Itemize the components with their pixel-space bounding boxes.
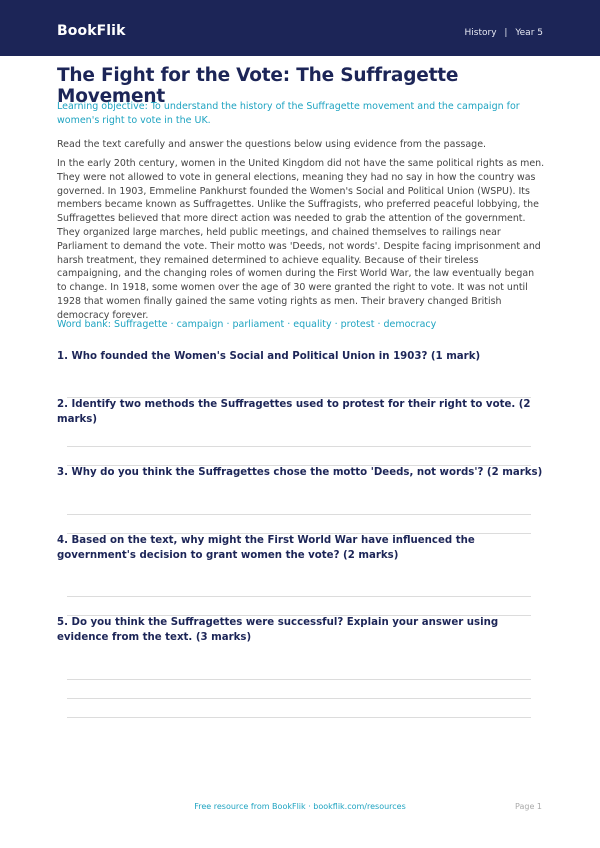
footer-credit: Free resource from BookFlik · bookflik.com/resources <box>194 802 406 811</box>
page-number: Page 1 <box>515 802 542 811</box>
subject-label: History <box>464 28 497 38</box>
meta-separator: | <box>504 28 508 38</box>
answer-line[interactable] <box>67 679 531 680</box>
reading-passage: In the early 20th century, women in the United Kingdom did not have the same political rights as men. They were not allowed to vote in general elections, meaning they had no say in how the country was governed. In 1903, Emmeline Pankhurst founded the Women's Social and Political Union (WSPU). Its members became known as Suffragettes. Unlike the Suffragists, who preferred peaceful lobbying, the Suffragettes believed that more direct action was needed to grab the attention of the government. They organized large marches, held public meetings, and chained themselves to railings near Parliament to demand the vote. Their motto was 'Deeds, not words'. Despite facing imprisonment and harsh treatment, they remained determined to achieve equality. Because of their tireless campaigning, and the changing roles of women during the First World War, the law eventually began to change. In 1918, some women over the age of 30 were granted the right to vote. It was not until 1928 that women finally gained the same voting rights as men. Their bravery changed British democracy forever. <box>57 158 545 321</box>
answer-line[interactable] <box>67 717 531 718</box>
answer-line[interactable] <box>67 514 531 515</box>
question-4: 4. Based on the text, why might the First World War have influenced the government's decision to grant women the vote? (2 marks) <box>57 535 475 561</box>
question-3: 3. Why do you think the Suffragettes chose the motto 'Deeds, not words'? (2 marks) <box>57 467 543 478</box>
year-label: Year 5 <box>515 28 543 38</box>
learning-objective: Learning objective: To understand the history of the Suffragette movement and the campaign for women's right to vote in the UK. <box>57 101 520 126</box>
answer-line[interactable] <box>67 698 531 699</box>
question-1: 1. Who founded the Women's Social and Political Union in 1903? (1 mark) <box>57 351 481 362</box>
page-header <box>0 0 600 56</box>
subject-year-meta <box>465 28 543 38</box>
instruction-text: Read the text carefully and answer the questions below using evidence from the passage. <box>57 139 487 150</box>
page-title: The Fight for the Vote: The Suffragette Movement <box>57 65 459 107</box>
brand-logo: BookFlik <box>57 23 126 39</box>
question-2: 2. Identify two methods the Suffragettes used to protest for their right to vote. (2 marks) <box>57 399 531 425</box>
answer-line[interactable] <box>67 446 531 447</box>
answer-line[interactable] <box>67 596 531 597</box>
word-bank: Word bank: Suffragette · campaign · parliament · equality · protest · democracy <box>57 319 437 330</box>
question-5: 5. Do you think the Suffragettes were successful? Explain your answer using evidence from the text. (3 marks) <box>57 617 499 643</box>
